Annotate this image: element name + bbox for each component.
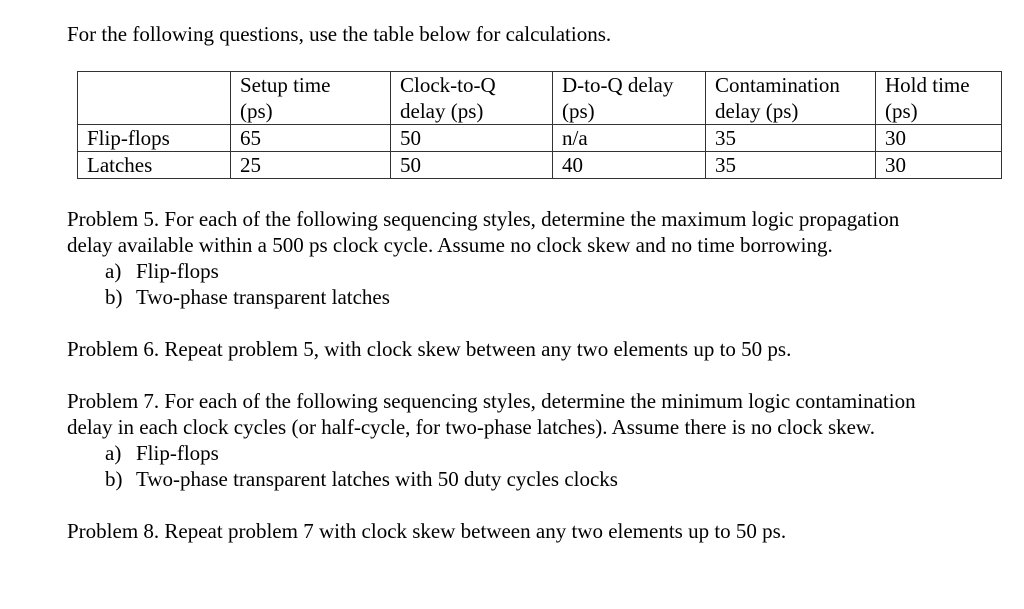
- intro-text: For the following questions, use the table below for calculations.: [67, 22, 612, 46]
- list-item: a) Flip-flops: [105, 259, 219, 283]
- list-item: b) Two-phase transparent latches with 50 duty cycles clocks: [105, 467, 618, 491]
- header-empty-cell: [78, 72, 231, 125]
- cell-d-to-q: 40: [553, 152, 706, 179]
- problem-text: Problem 8. Repeat problem 7 with clock skew between any two elements up to 50 ps.: [67, 519, 787, 543]
- table-row: [78, 152, 1002, 179]
- cell-setup-time: 25: [231, 152, 391, 179]
- cell-contamination: 35: [706, 125, 876, 152]
- cell-clock-to-q: 50: [391, 152, 553, 179]
- problem-text: Problem 7. For each of the following sequencing styles, determine the minimum logic contamination: [67, 389, 916, 413]
- problem-text: delay in each clock cycles (or half-cycle, for two-phase latches). Assume there is no clock skew.: [67, 415, 875, 439]
- cell-setup-time: 65: [231, 125, 391, 152]
- problem-text: delay available within a 500 ps clock cycle. Assume no clock skew and no time borrowing.: [67, 233, 833, 257]
- problem-6: [67, 336, 1007, 362]
- cell-hold-time: 30: [876, 152, 1002, 179]
- header-d-to-q: D-to-Q delay (ps): [553, 72, 706, 125]
- problem-sublist: [67, 258, 1007, 310]
- row-label: Flip-flops: [78, 125, 231, 152]
- list-item: b) Two-phase transparent latches: [105, 285, 390, 309]
- table-row: [78, 125, 1002, 152]
- cell-hold-time: 30: [876, 125, 1002, 152]
- cell-contamination: 35: [706, 152, 876, 179]
- problem-7: [67, 388, 1007, 492]
- problem-8: [67, 518, 1007, 544]
- header-contamination: Contamination delay (ps): [706, 72, 876, 125]
- header-clock-to-q: Clock-to-Q delay (ps): [391, 72, 553, 125]
- table-header-row: [78, 72, 1002, 125]
- header-setup-time: Setup time (ps): [231, 72, 391, 125]
- timing-parameters-table: [77, 71, 1002, 179]
- header-hold-time: Hold time (ps): [876, 72, 1002, 125]
- cell-d-to-q: n/a: [553, 125, 706, 152]
- problem-text: Problem 6. Repeat problem 5, with clock skew between any two elements up to 50 ps.: [67, 337, 792, 361]
- cell-clock-to-q: 50: [391, 125, 553, 152]
- problem-5: [67, 206, 1007, 310]
- problem-text: Problem 5. For each of the following sequencing styles, determine the maximum logic propagation: [67, 207, 900, 231]
- row-label: Latches: [78, 152, 231, 179]
- problems-section: [67, 206, 1007, 544]
- problem-sublist: [67, 440, 1007, 492]
- list-item: a) Flip-flops: [105, 441, 219, 465]
